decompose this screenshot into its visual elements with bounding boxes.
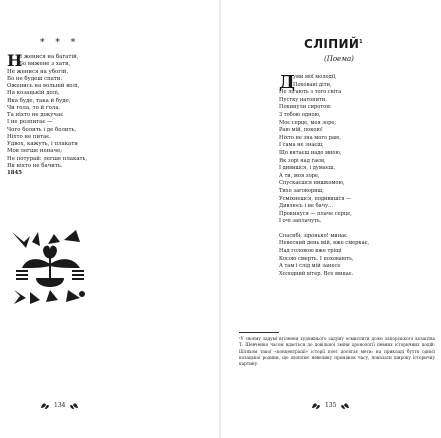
poem-line: е женися на багатій, — [19, 54, 79, 60]
poem-line: Дивлюсь і не бачу… — [279, 203, 334, 210]
poem-title — [304, 37, 363, 51]
left-page — [0, 0, 220, 438]
right-poem — [279, 74, 369, 278]
poem-title-text: СЛІПИЙ — [304, 37, 360, 51]
poem-line: Чи гола, то й гола. — [7, 104, 61, 111]
poem-line: Не потурай: легше плакать, — [7, 155, 88, 162]
poem-line: Тихо заговориш, — [279, 187, 324, 194]
right-page — [221, 0, 441, 438]
poem-line: Моє серце, моя зоре, — [279, 119, 337, 126]
poem-line: Оженись на вольній волі, — [7, 83, 80, 89]
left-poem — [7, 51, 88, 177]
poem-line: Яка буде, така й буде, — [7, 97, 71, 104]
poem-line: Поховані діти, — [293, 81, 332, 88]
right-folio — [311, 400, 350, 410]
right-dropcap: Д — [279, 72, 296, 93]
poem-line: Косою смерть. І поховають, — [279, 255, 354, 262]
footnote-rule — [239, 332, 279, 333]
stanza-gap — [279, 226, 369, 233]
title-footnote-mark: 1 — [359, 39, 363, 45]
folio-ornament-icon — [69, 400, 79, 410]
left-folio — [40, 400, 79, 410]
poem-line: Спускаєшся нишкомою, — [279, 180, 345, 187]
poem-line: Як ніхто не бачить. — [7, 162, 63, 169]
poem-line: Над головою вже тріщі — [279, 248, 342, 255]
poem-line: уми мої молодії, — [293, 74, 337, 80]
poem-line: Удвох, кажуть, і плакати — [7, 141, 78, 147]
poem-line: Ніхто не питає. — [7, 133, 52, 140]
poem-line: Усміхнешся, подивишся — — [279, 195, 352, 202]
poem-line: Та ніхто не докучає — [7, 112, 64, 118]
poem-line: А там і слід мій занесе — [279, 263, 341, 270]
poem-line: Чого болить і де болить, — [7, 126, 77, 133]
poem-line: Прокинуся — плаче серце, — [279, 210, 352, 217]
poem-line: Не лігають з того світа — [279, 89, 342, 96]
poem-line: І очі заплачуть. — [279, 218, 322, 225]
poem-line: Пустку натопити. — [279, 96, 327, 103]
poem-line: Холодний вітер. Все минає. — [279, 270, 354, 277]
poem-line: Спасибі, зіронько! минає — [279, 232, 347, 239]
poem-line: Не женися на убогій, — [7, 68, 69, 75]
left-dropcap: Н — [7, 51, 23, 70]
poem-year: 1845 — [7, 170, 23, 176]
poem-line: І не розпитає — — [7, 119, 53, 126]
poem-line: З тобою одною, — [279, 111, 321, 118]
poem-line: Бо не будеш спати. — [7, 75, 63, 82]
section-stars: * * * — [40, 38, 80, 48]
poem-line: Що витаєш надо мною, — [279, 149, 342, 156]
poem-line: Покинули сиротою — [279, 104, 331, 111]
folio-ornament-icon — [311, 400, 321, 410]
poem-line: Раю мій, покою! — [279, 127, 323, 134]
footnote: ¹У своєму задумі втілення художнього задуму осмислити долю запорізького козацтва Т. Шевченко часом вдається до довільної зміни хронології певних історичних подій. Шляхом такої «концентрації» історії поет досягає мети: на прикладі буття однієї козацької родини, що охоплює невелику проміжок часу, показати широку історичну картину. — [239, 336, 435, 367]
poem-line: Бо вижене з хати, — [19, 61, 71, 68]
poem-line: Як зорі над гаєм, — [279, 157, 326, 164]
poem-line: І дивишся, і думаєш, — [279, 165, 336, 172]
poem-line: Ніхто не зна мого раю, — [279, 134, 342, 141]
page-number: 135 — [325, 401, 337, 409]
folio-ornament-icon — [340, 400, 350, 410]
poem-line: А ти, моя зоре, — [279, 172, 320, 179]
poem-line: І сама не знаєш, — [279, 142, 324, 149]
page-number: 134 — [54, 401, 66, 409]
poem-line: Мов легше неначе; — [7, 148, 63, 155]
poem-subtitle: (Поема) — [324, 55, 354, 63]
folk-ornament-icon — [10, 228, 90, 308]
folio-ornament-icon — [40, 400, 50, 410]
poem-line: Невесний день мій, вже смеркає, — [279, 240, 370, 247]
poem-line: На козацькій долі, — [7, 90, 60, 97]
